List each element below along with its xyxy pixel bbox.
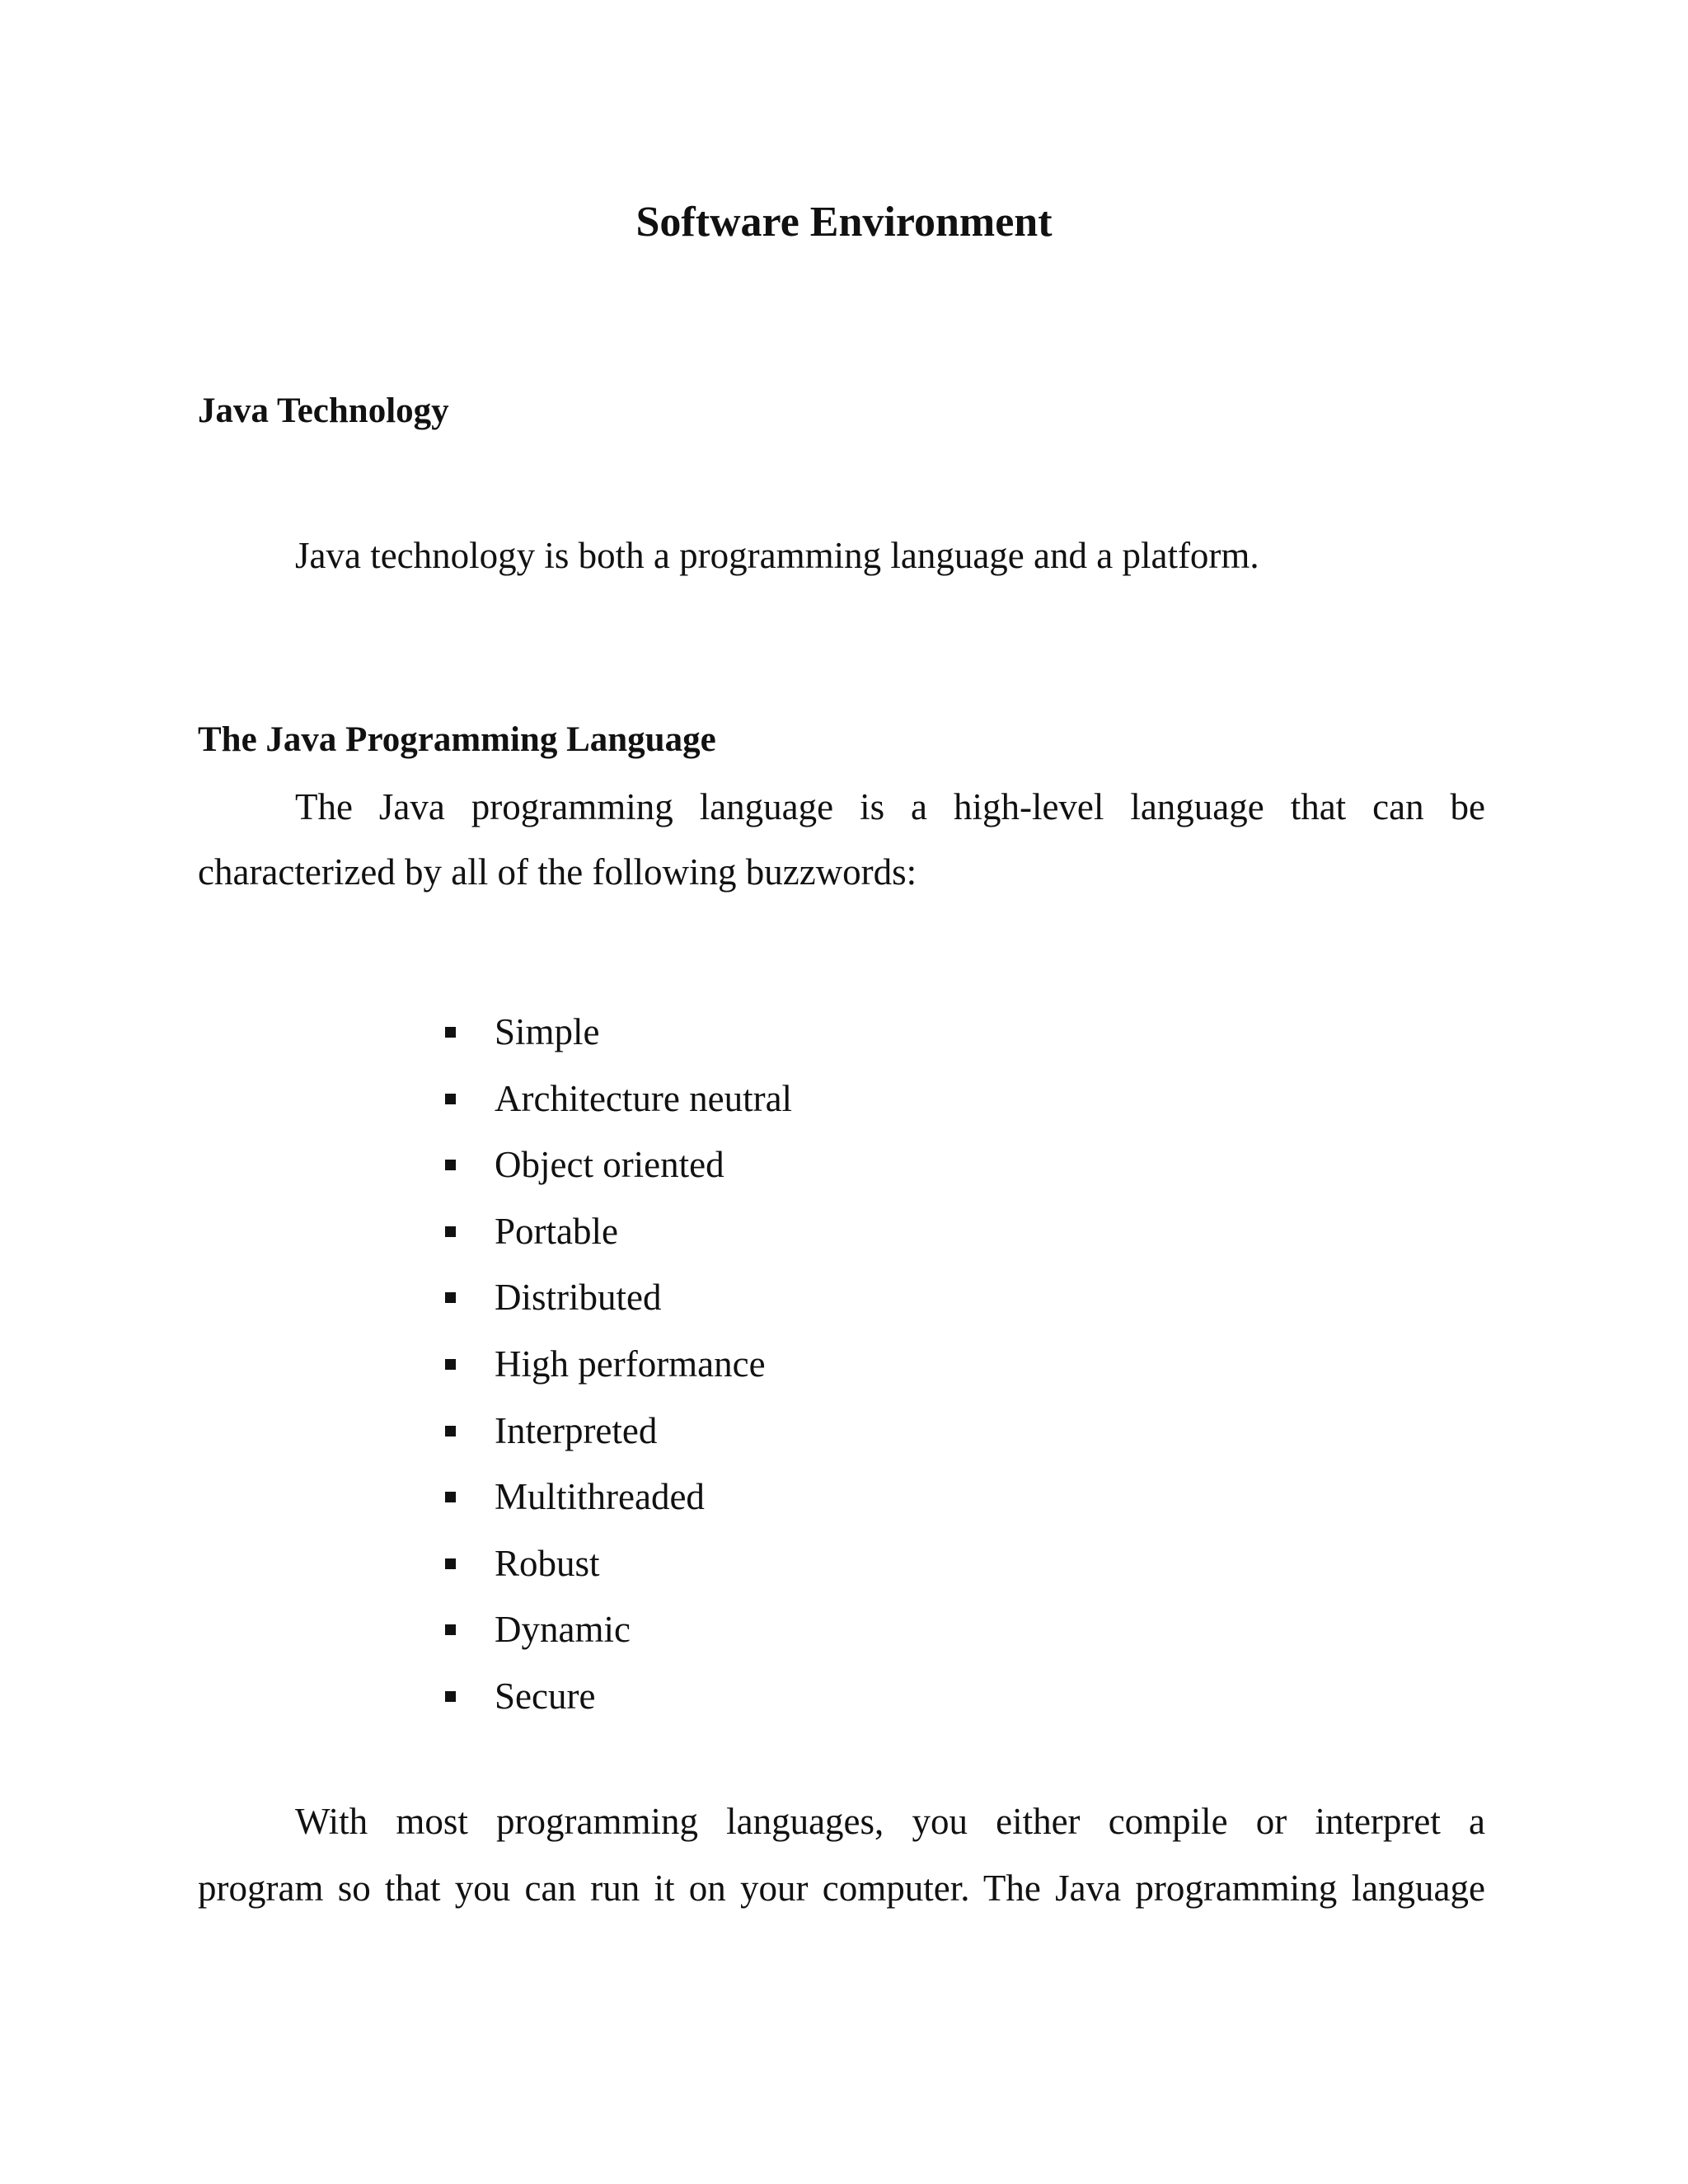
java-technology-paragraph: Java technology is both a programming language and a platform. (295, 535, 1259, 576)
buzzword-label: Object oriented (495, 1144, 724, 1185)
section-heading-java-technology: Java Technology (198, 391, 449, 430)
buzzword-label: Dynamic (495, 1609, 631, 1650)
square-bullet-icon (445, 1292, 456, 1303)
square-bullet-icon (445, 1558, 456, 1569)
intro-paragraph-line-1: The Java programming language is a high-level language that can be (295, 786, 1485, 827)
square-bullet-icon (445, 1160, 456, 1170)
square-bullet-icon (445, 1492, 456, 1502)
closing-paragraph-line-1: With most programming languages, you either compile or interpret a (295, 1801, 1485, 1842)
section-heading-java-programming-language: The Java Programming Language (198, 720, 716, 759)
closing-paragraph-line-2: program so that you can run it on your computer. The Java programming language (198, 1868, 1485, 1909)
buzzword-label: Portable (495, 1211, 618, 1252)
square-bullet-icon (445, 1027, 456, 1038)
square-bullet-icon (445, 1691, 456, 1702)
square-bullet-icon (445, 1624, 456, 1635)
page-title: Software Environment (635, 199, 1053, 246)
buzzword-label: Distributed (495, 1277, 662, 1318)
square-bullet-icon (445, 1094, 456, 1104)
buzzword-label: Robust (495, 1543, 600, 1584)
buzzword-label: Multithreaded (495, 1476, 705, 1517)
square-bullet-icon (445, 1426, 456, 1436)
square-bullet-icon (445, 1359, 456, 1370)
intro-paragraph-line-2: characterized by all of the following buzzwords: (198, 851, 917, 893)
buzzword-label: Simple (495, 1011, 600, 1052)
buzzword-label: Secure (495, 1675, 596, 1717)
square-bullet-icon (445, 1226, 456, 1237)
buzzword-label: Interpreted (495, 1410, 658, 1451)
buzzword-label: High performance (495, 1343, 766, 1385)
buzzword-label: Architecture neutral (495, 1078, 793, 1119)
